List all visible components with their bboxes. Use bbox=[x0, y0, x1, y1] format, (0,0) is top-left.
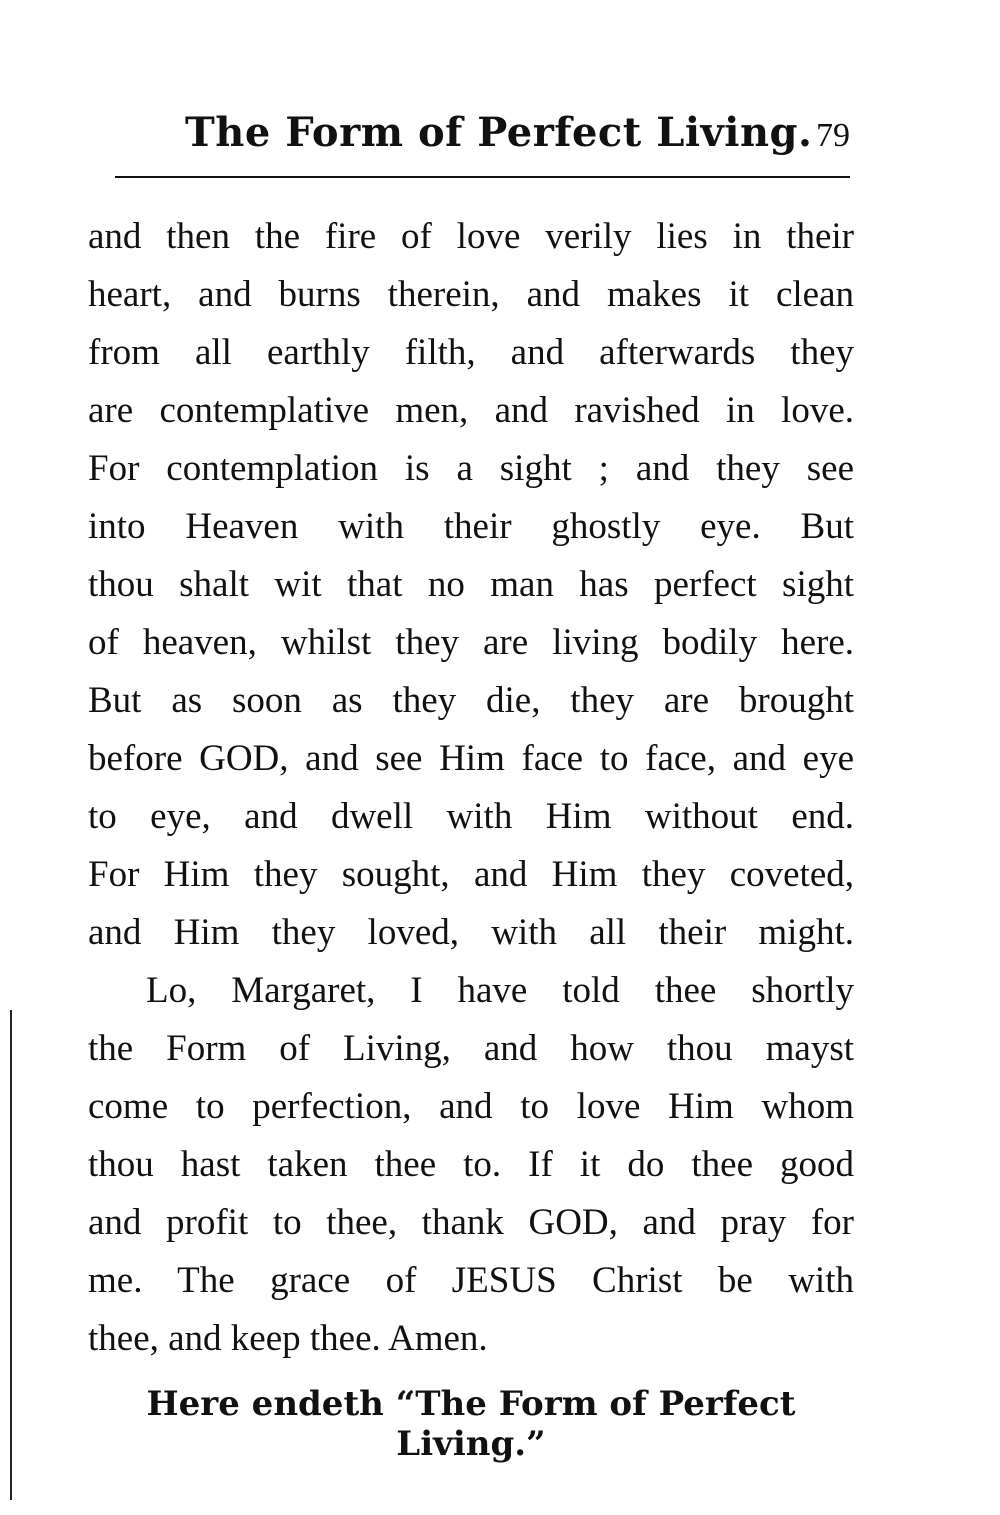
text-line: from all earthly filth, and afterwards they bbox=[88, 332, 854, 373]
text-line: thou hast taken thee to. If it do thee good bbox=[88, 1144, 854, 1185]
text-line: thou shalt wit that no man has perfect sight bbox=[88, 564, 854, 605]
text-line: For contemplation is a sight ; and they see bbox=[88, 448, 854, 489]
running-title: The Form of Perfect Living. bbox=[185, 109, 813, 156]
text-line: and Him they loved, with all their might. bbox=[88, 912, 854, 953]
text-line: into Heaven with their ghostly eye. But bbox=[88, 506, 854, 547]
text-line: heart, and burns therein, and makes it clean bbox=[88, 274, 854, 315]
text-line: are contemplative men, and ravished in love. bbox=[88, 390, 854, 431]
text-line: and then the fire of love verily lies in their bbox=[88, 216, 854, 257]
text-line: Lo, Margaret, I have told thee shortly bbox=[146, 970, 854, 1011]
text-line: and profit to thee, thank GOD, and pray for bbox=[88, 1202, 854, 1243]
closing-explicit: Here endeth “The Form of Perfect Living.” bbox=[146, 1384, 796, 1464]
left-margin-rule bbox=[10, 1010, 12, 1500]
text-line: For Him they sought, and Him they coveted, bbox=[88, 854, 854, 895]
text-line: to eye, and dwell with Him without end. bbox=[88, 796, 854, 837]
text-line: thee, and keep thee. Amen. bbox=[88, 1318, 488, 1359]
text-line: the Form of Living, and how thou mayst bbox=[88, 1028, 854, 1069]
text-line: me. The grace of JESUS Christ be with bbox=[88, 1260, 854, 1301]
page-header bbox=[115, 105, 850, 167]
text-line: of heaven, whilst they are living bodily here. bbox=[88, 622, 854, 663]
text-line: before GOD, and see Him face to face, and eye bbox=[88, 738, 854, 779]
page-number: 79 bbox=[816, 117, 850, 154]
header-rule bbox=[115, 176, 850, 178]
text-line: But as soon as they die, they are brought bbox=[88, 680, 854, 721]
body-text bbox=[88, 208, 854, 1368]
text-line: come to perfection, and to love Him whom bbox=[88, 1086, 854, 1127]
